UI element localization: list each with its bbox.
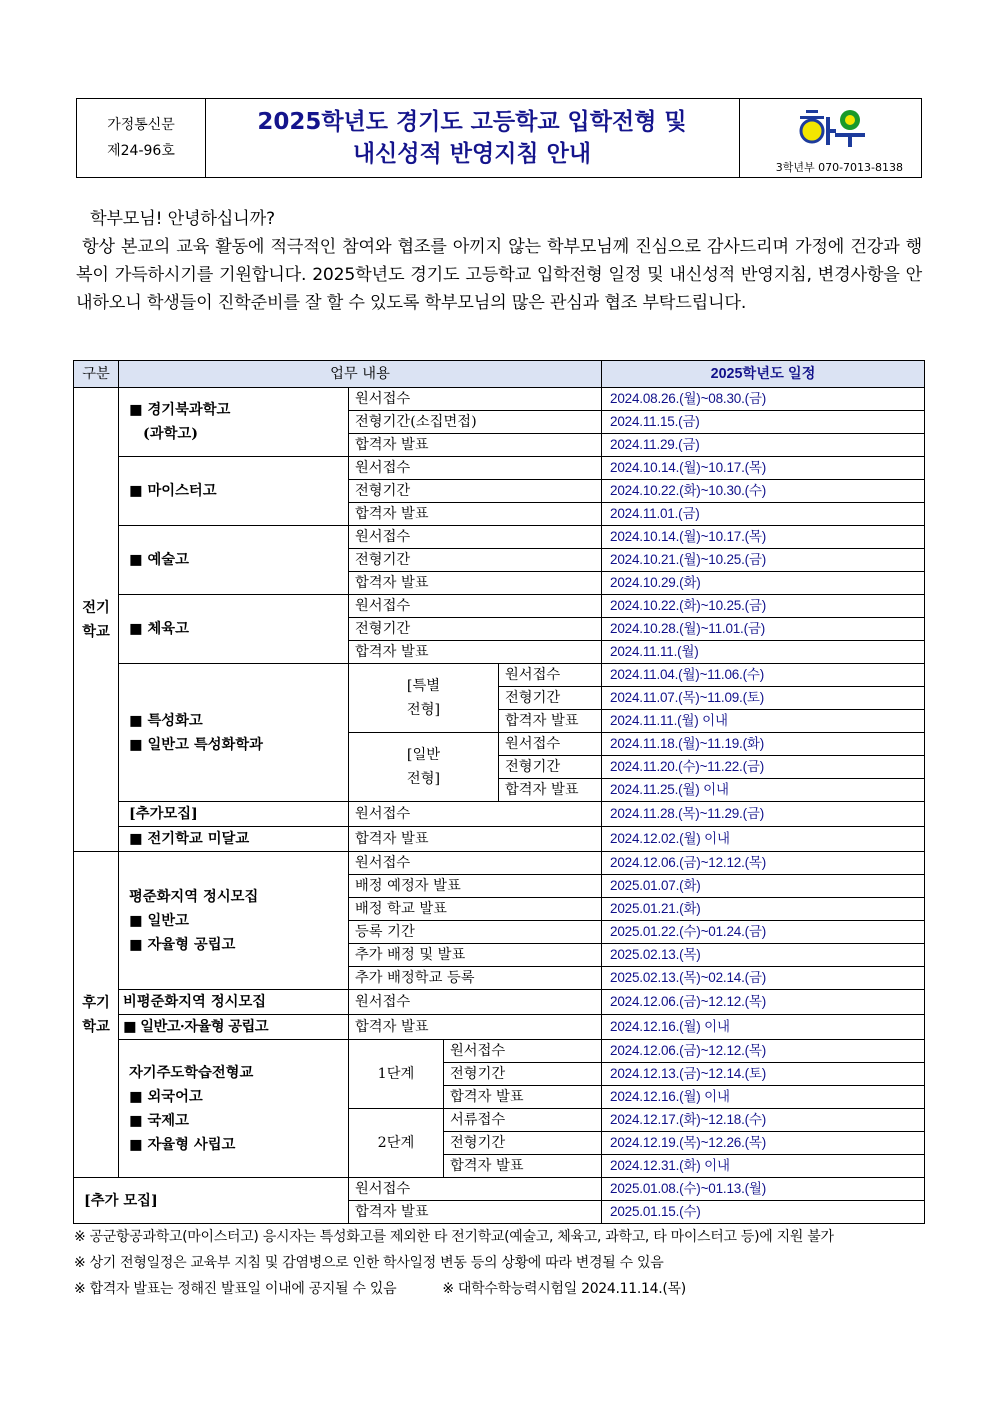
title-line-1: 2025학년도 경기도 고등학교 입학전형 및	[257, 109, 687, 135]
special-admission-label: [특별 전형]	[349, 664, 499, 733]
task-cell: 원서접수	[499, 664, 602, 687]
date-cell: 2024.10.29.(화)	[602, 572, 925, 595]
note-3-exam-date: ※ 대학수학능력시험일 2024.11.14.(목)	[442, 1281, 686, 1297]
greeting: 학부모님! 안녕하십니까?	[90, 209, 275, 229]
group-meister: ■ 마이스터고	[119, 457, 349, 526]
date-cell: 2024.10.22.(화)~10.25.(금)	[602, 595, 925, 618]
general-admission-label: [일반 전형]	[349, 733, 499, 802]
task-cell: 전형기간	[444, 1063, 602, 1086]
task-cell: 추가 배정학교 등록	[349, 967, 602, 990]
task-cell: 전형기간	[349, 480, 602, 503]
table-row	[74, 388, 925, 411]
date-cell: 2024.11.04.(월)~11.06.(수)	[602, 664, 925, 687]
header-schedule: 2025학년도 일정	[602, 361, 925, 388]
group-additional-early: [추가모집]	[119, 802, 349, 827]
task-cell: 원서접수	[349, 1178, 602, 1201]
late-school-category: 후기 학교	[74, 852, 119, 1178]
task-cell: 합격자 발표	[349, 434, 602, 457]
date-cell: 2025.01.15.(수)	[602, 1201, 925, 1224]
task-cell: 원서접수	[349, 595, 602, 618]
table-row	[74, 852, 925, 875]
date-cell: 2025.01.21.(화)	[602, 898, 925, 921]
date-cell: 2024.12.02.(월) 이내	[602, 827, 925, 852]
date-cell: 2025.02.13.(목)	[602, 944, 925, 967]
date-cell: 2024.12.13.(금)~12.14.(토)	[602, 1063, 925, 1086]
date-cell: 2024.12.17.(화)~12.18.(수)	[602, 1109, 925, 1132]
table-row	[74, 526, 925, 549]
date-cell: 2024.12.16.(월) 이내	[602, 1086, 925, 1109]
date-cell: 2024.08.26.(월)~08.30.(금)	[602, 388, 925, 411]
task-cell: 원서접수	[349, 990, 602, 1015]
task-cell: 합격자 발표	[349, 641, 602, 664]
group-additional-early-target: ■ 전기학교 미달교	[119, 827, 349, 852]
table-row	[74, 457, 925, 480]
task-cell: 원서접수	[499, 733, 602, 756]
date-cell: 2024.12.06.(금)~12.12.(목)	[602, 990, 925, 1015]
task-cell: 원서접수	[444, 1040, 602, 1063]
stage-1-label: 1단계	[349, 1040, 444, 1109]
date-cell: 2024.11.01.(금)	[602, 503, 925, 526]
header-category: 구분	[74, 361, 119, 388]
group-extra-recruit: [추가 모집]	[74, 1178, 349, 1224]
task-cell: 합격자 발표	[499, 779, 602, 802]
task-cell: 원서접수	[349, 526, 602, 549]
group-non-equalized: 비평준화지역 정시모집	[119, 990, 349, 1015]
table-row	[74, 1178, 925, 1201]
group-equalized: 평준화지역 정시모집 ■ 일반고 ■ 자율형 공립고	[119, 852, 349, 990]
date-cell: 2024.12.06.(금)~12.12.(목)	[602, 852, 925, 875]
date-cell: 2024.12.31.(화) 이내	[602, 1155, 925, 1178]
task-cell: 합격자 발표	[349, 827, 602, 852]
task-cell: 원서접수	[349, 852, 602, 875]
date-cell: 2025.01.07.(화)	[602, 875, 925, 898]
task-cell: 배정 학교 발표	[349, 898, 602, 921]
task-cell: 전형기간	[349, 618, 602, 641]
group-specialized: ■ 특성화고 ■ 일반고 특성화학과	[119, 664, 349, 802]
table-row	[74, 802, 925, 827]
date-cell: 2024.12.16.(월) 이내	[602, 1015, 925, 1040]
newsletter-header	[76, 98, 922, 178]
task-cell: 전형기간(소집면접)	[349, 411, 602, 434]
issue-number-cell	[77, 99, 205, 177]
task-cell: 원서접수	[349, 388, 602, 411]
note-2: ※ 상기 전형일정은 교육부 지침 및 감염병으로 인한 학사일정 변동 등의 상황에 따라 변경될 수 있음	[74, 1255, 664, 1271]
page-title	[205, 99, 739, 177]
schedule-table	[73, 360, 925, 1224]
header-divider	[739, 99, 740, 177]
task-cell: 배정 예정자 발표	[349, 875, 602, 898]
intro-text	[76, 205, 922, 317]
date-cell: 2024.11.29.(금)	[602, 434, 925, 457]
date-cell: 2024.11.11.(월) 이내	[602, 710, 925, 733]
date-cell: 2024.11.18.(월)~11.19.(화)	[602, 733, 925, 756]
title-line-2: 내신성적 반영지침 안내	[352, 141, 592, 167]
date-cell: 2024.12.19.(목)~12.26.(목)	[602, 1132, 925, 1155]
task-cell: 합격자 발표	[349, 1201, 602, 1224]
date-cell: 2024.11.25.(월) 이내	[602, 779, 925, 802]
task-cell: 전형기간	[444, 1132, 602, 1155]
footnotes	[74, 1224, 934, 1302]
table-row	[74, 595, 925, 618]
date-cell: 2024.12.06.(금)~12.12.(목)	[602, 1040, 925, 1063]
task-cell: 전형기간	[349, 549, 602, 572]
date-cell: 2024.10.14.(월)~10.17.(목)	[602, 457, 925, 480]
task-cell: 전형기간	[499, 756, 602, 779]
date-cell: 2024.11.07.(목)~11.09.(토)	[602, 687, 925, 710]
early-school-category: 전기 학교	[74, 388, 119, 852]
date-cell: 2024.10.28.(월)~11.01.(금)	[602, 618, 925, 641]
task-cell: 등록 기간	[349, 921, 602, 944]
note-1: ※ 공군항공과학고(마이스터고) 응시자는 특성화고를 제외한 타 전기학교(예술고, 체육고, 과학고, 타 마이스터고 등)에 지원 불가	[74, 1229, 834, 1245]
date-cell: 2024.11.11.(월)	[602, 641, 925, 664]
task-cell: 합격자 발표	[349, 572, 602, 595]
date-cell: 2025.02.13.(목)~02.14.(금)	[602, 967, 925, 990]
date-cell: 2025.01.08.(수)~01.13.(월)	[602, 1178, 925, 1201]
table-row	[74, 990, 925, 1015]
task-cell: 합격자 발표	[349, 503, 602, 526]
date-cell: 2024.10.22.(화)~10.30.(수)	[602, 480, 925, 503]
table-row	[74, 827, 925, 852]
table-row	[74, 1015, 925, 1040]
note-3	[74, 1276, 934, 1302]
group-sports: ■ 체육고	[119, 595, 349, 664]
task-cell: 원서접수	[349, 457, 602, 480]
group-arts: ■ 예술고	[119, 526, 349, 595]
department-phone: 3학년부 070-7013-8138	[775, 161, 903, 174]
task-cell: 합격자 발표	[499, 710, 602, 733]
school-logo	[797, 107, 867, 149]
date-cell: 2024.10.14.(월)~10.17.(목)	[602, 526, 925, 549]
table-row	[74, 1040, 925, 1063]
table-row	[74, 664, 925, 687]
group-non-equalized-target: ■ 일반고·자율형 공립고	[119, 1015, 349, 1040]
task-cell: 원서접수	[349, 802, 602, 827]
issue-number: 제24-96호	[107, 143, 175, 159]
task-cell: 서류접수	[444, 1109, 602, 1132]
date-cell: 2024.11.15.(금)	[602, 411, 925, 434]
stage-2-label: 2단계	[349, 1109, 444, 1178]
issue-label: 가정통신문	[107, 117, 175, 133]
date-cell: 2024.11.28.(목)~11.29.(금)	[602, 802, 925, 827]
date-cell: 2024.10.21.(월)~10.25.(금)	[602, 549, 925, 572]
task-cell: 전형기간	[499, 687, 602, 710]
task-cell: 추가 배정 및 발표	[349, 944, 602, 967]
group-science-high: ■ 경기북과학고 (과학고)	[119, 388, 349, 457]
date-cell: 2025.01.22.(수)~01.24.(금)	[602, 921, 925, 944]
task-cell: 합격자 발표	[444, 1155, 602, 1178]
task-cell: 합격자 발표	[444, 1086, 602, 1109]
task-cell: 합격자 발표	[349, 1015, 602, 1040]
group-self-directed: 자기주도학습전형교 ■ 외국어고 ■ 국제고 ■ 자율형 사립고	[119, 1040, 349, 1178]
intro-paragraph: 항상 본교의 교육 활동에 적극적인 참여와 협조를 아끼지 않는 학부모님께 진심으로 감사드리며 가정에 건강과 행복이 가득하시기를 기원합니다. 2025학년도 경기도 고등학교 입학전형 일정 및 내신성적 반영지침, 변경사항을 안내하오니 학생들이 진학준비를 잘 할 수 있도록 학부모님의 많은 관심과 협조 부탁드립니다.	[76, 237, 922, 313]
date-cell: 2024.11.20.(수)~11.22.(금)	[602, 756, 925, 779]
table-header-row	[74, 361, 925, 388]
note-3-announcement: ※ 합격자 발표는 정해진 발표일 이내에 공지될 수 있음	[74, 1281, 397, 1297]
header-task: 업무 내용	[119, 361, 602, 388]
